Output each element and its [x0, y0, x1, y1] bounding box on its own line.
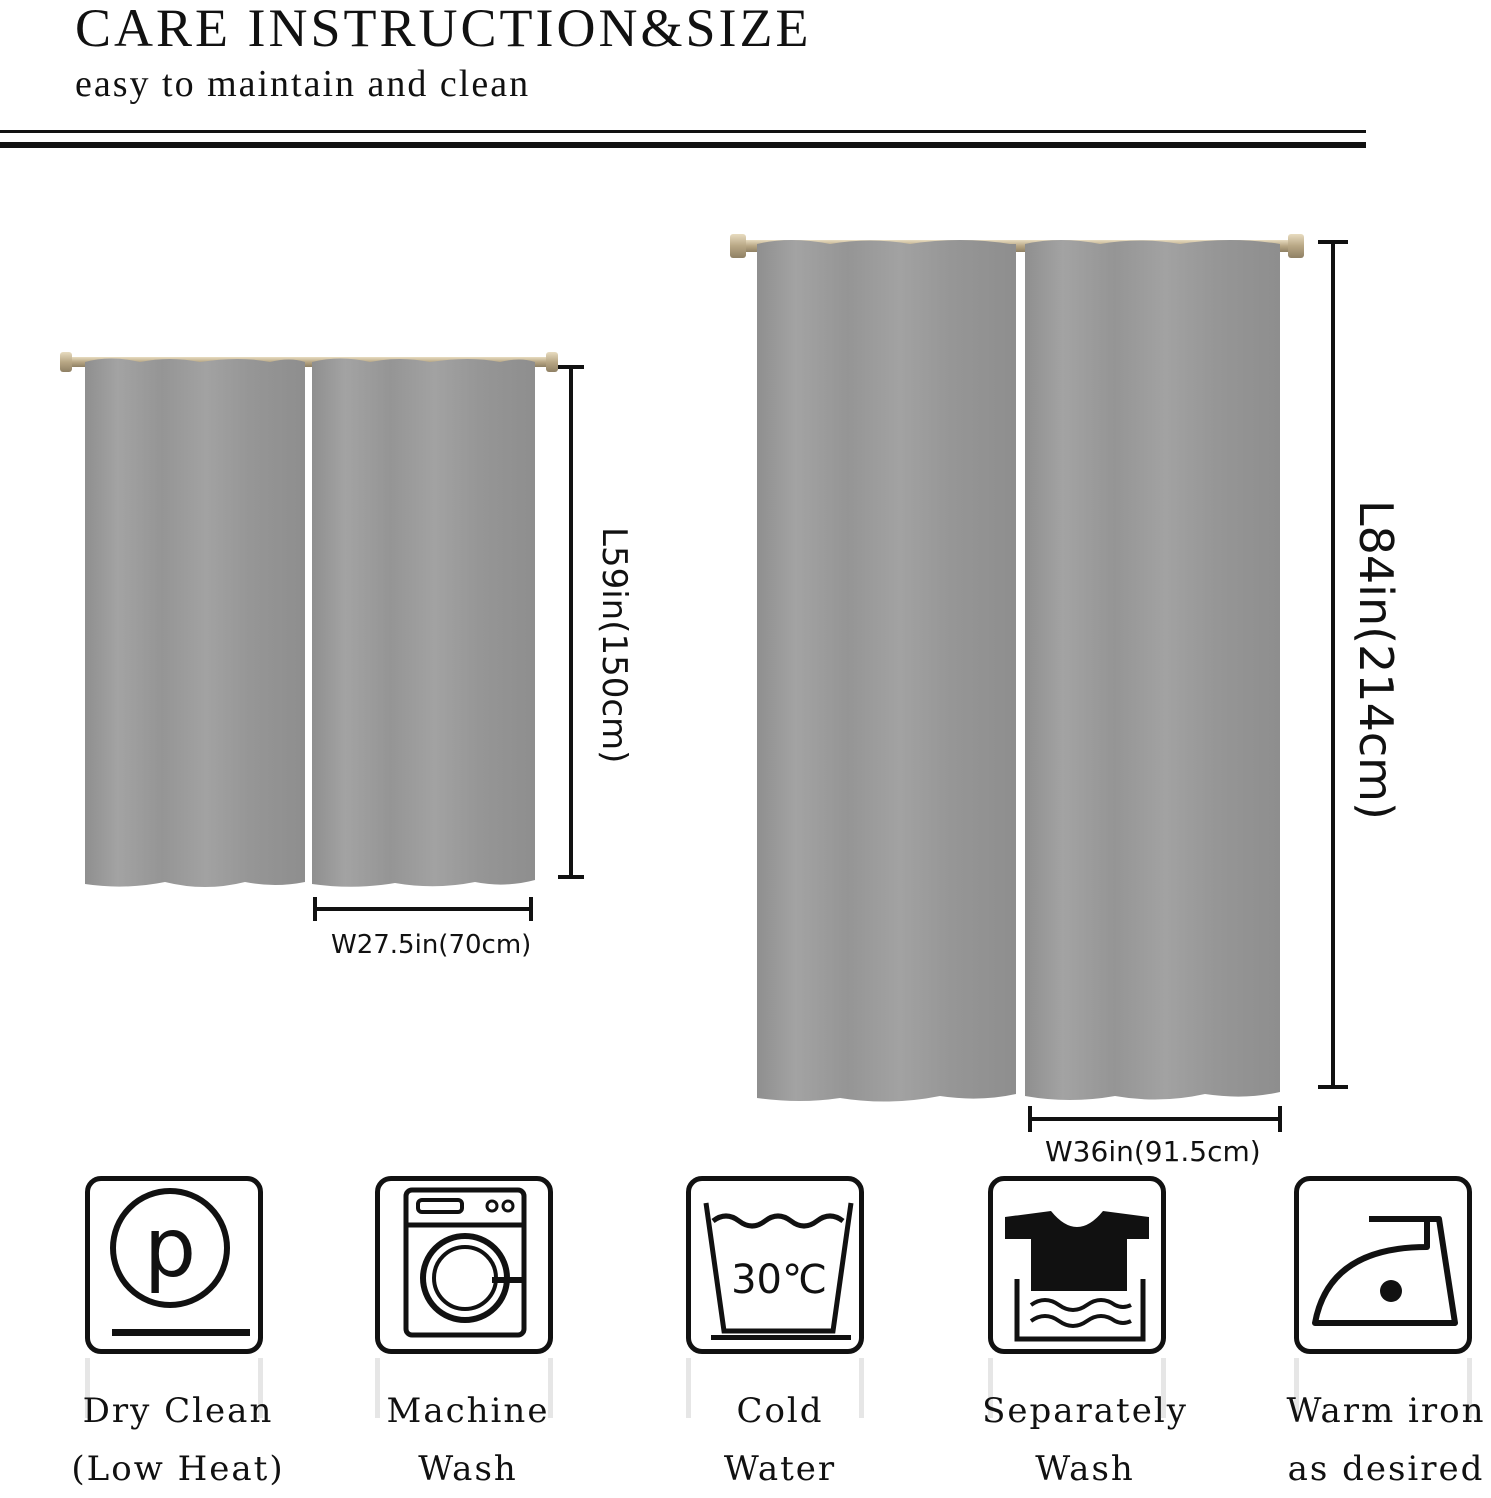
rod-finial-right — [1288, 234, 1304, 258]
small-curtain-set — [60, 352, 634, 960]
large-curtain-set — [730, 234, 1403, 1168]
width-label-large: W36in(91.5cm) — [1045, 1135, 1261, 1168]
curtain-panel-right — [312, 359, 535, 887]
wash-tub-icon — [686, 1176, 864, 1354]
rod-finial-left — [60, 352, 72, 372]
svg-text:30℃: 30℃ — [731, 1257, 827, 1303]
rod-finial-left — [730, 234, 746, 258]
width-label-small: W27.5in(70cm) — [331, 930, 532, 960]
page-title: CARE INSTRUCTION&SIZE — [75, 0, 812, 58]
care-label-cold-water: Cold Water — [723, 1391, 837, 1489]
care-label-separately-wash: Separately Wash — [982, 1391, 1188, 1489]
curtain-panel-left — [757, 240, 1016, 1102]
care-label-warm-iron: Warm iron as desired — [1286, 1391, 1486, 1489]
curtain-panel-right — [1025, 240, 1280, 1100]
care-label-machine-wash: Machine Wash — [386, 1391, 550, 1489]
dry-clean-icon — [85, 1176, 263, 1354]
page-subtitle: easy to maintain and clean — [75, 63, 531, 105]
length-label-small: L59in(150cm) — [594, 527, 634, 764]
iron-icon — [1294, 1176, 1472, 1354]
length-label-large: L84in(214cm) — [1349, 500, 1403, 820]
svg-text:p: p — [143, 1201, 197, 1296]
rod-finial-right — [546, 352, 558, 372]
care-label-dry-clean: Dry Clean (Low Heat) — [71, 1391, 285, 1489]
washing-machine-icon — [375, 1176, 553, 1354]
curtain-panel-left — [85, 359, 305, 888]
separate-wash-icon — [988, 1176, 1166, 1354]
